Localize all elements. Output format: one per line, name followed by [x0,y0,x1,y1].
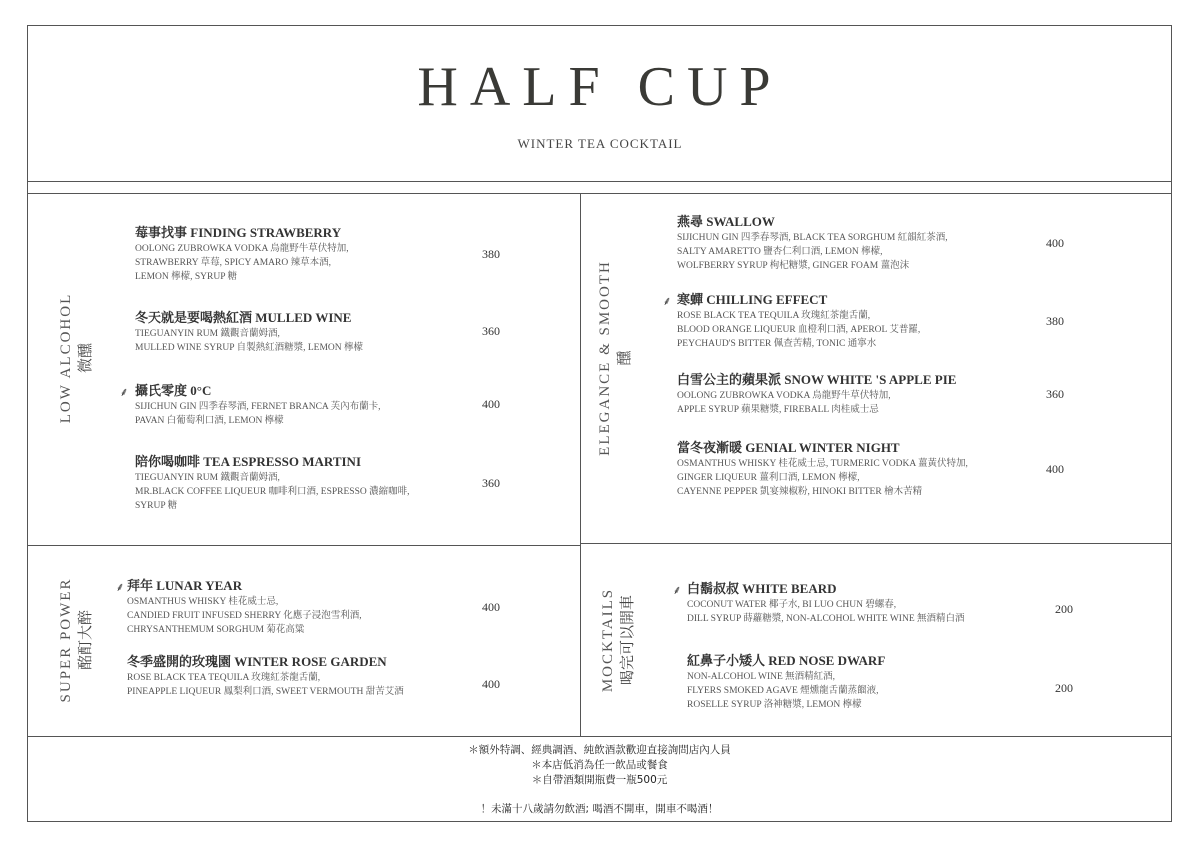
item-desc: SYRUP 糖 [135,501,178,511]
leaf-icon: ⸙ [672,583,682,597]
header-divider-bottom [27,193,1172,194]
menu-item-chilling-effect [677,292,920,351]
item-desc: WOLFBERRY SYRUP 枸杞糖漿, GINGER FOAM 薑泡沫 [677,261,910,271]
right-section-divider [580,543,1172,544]
menu-item-white-beard [687,581,965,626]
note-line: ＊本店低消為任一飲品或餐食 [531,759,668,771]
item-name: 拜年 LUNAR YEAR [127,578,243,593]
item-desc: MR.BLACK COFFEE LIQUEUR 咖啡利口酒, ESPRESSO 濃縮咖啡, [135,487,410,497]
item-desc: SIJICHUN GIN 四季春琴酒, FERNET BRANCA 芙內布蘭卡, [135,402,381,412]
section-label-zh: 喝完可以開車 [618,595,636,686]
item-desc: ROSE BLACK TEA TEQUILA 玫瑰紅茶龍舌蘭, [677,311,871,321]
item-desc: NON-ALCOHOL WINE 無酒精紅酒, [687,672,836,682]
item-name: 莓事找事 FINDING STRAWBERRY [135,225,342,240]
note-line: ＊額外特調、經典調酒、純飲酒款歡迎直接詢問店內人員 [468,744,731,756]
item-price: 400 [482,397,500,411]
item-name: 當冬夜漸暖 GENIAL WINTER NIGHT [677,440,900,455]
item-name: 寒蟬 CHILLING EFFECT [677,292,828,307]
item-desc: OSMANTHUS WHISKY 桂花威士忌, [127,597,279,607]
menu-item-genial-winter-night [677,440,968,499]
item-name: 攝氏零度 0°C [135,383,212,398]
section-label-low-alcohol [57,293,95,423]
item-desc: LEMON 檸檬, SYRUP 糖 [135,272,238,282]
item-desc: BLOOD ORANGE LIQUEUR 血橙利口酒, APEROL 艾普羅, [677,325,921,335]
item-price: 400 [1046,462,1064,476]
item-name: 燕尋 SWALLOW [677,214,775,229]
item-desc: GINGER LIQUEUR 薑利口酒, LEMON 檸檬, [677,473,860,483]
leaf-icon: ⸙ [115,580,125,594]
menu-item-zero-degree [135,383,381,428]
item-price: 200 [1055,681,1073,695]
item-desc: TIEGUANYIN RUM 鐵觀音蘭姆酒, [135,473,280,483]
section-label-zh: 微醺 [76,343,94,374]
item-desc: SIJICHUN GIN 四季春琴酒, BLACK TEA SORGHUM 紅韻紅茶酒, [677,233,948,243]
item-desc: OOLONG ZUBROWKA VODKA 烏龍野牛草伏特加, [135,244,349,254]
section-label-super-power [57,578,95,703]
header-divider-top [27,181,1172,182]
item-desc: OOLONG ZUBROWKA VODKA 烏龍野牛草伏特加, [677,391,891,401]
menu-item-finding-strawberry [135,225,349,284]
item-desc: DILL SYRUP 蒔蘿糖漿, NON-ALCOHOL WHITE WINE 無酒精白酒 [687,614,965,624]
item-name: 白鬍叔叔 WHITE BEARD [687,581,837,596]
item-desc: OSMANTHUS WHISKY 桂花威士忌, TURMERIC VODKA 薑黃伏特加, [677,459,968,469]
section-label-zh: 酩酊大醉 [76,610,94,671]
item-desc: APPLE SYRUP 蘋果糖漿, FIREBALL 肉桂威士忌 [677,405,879,415]
menu-item-lunar-year [127,578,362,637]
item-price: 400 [482,677,500,691]
item-price: 380 [1046,314,1064,328]
footer-divider [27,736,1172,737]
item-price: 360 [482,324,500,338]
item-desc: STRAWBERRY 草莓, SPICY AMARO 辣草本酒, [135,258,331,268]
note-line: ＊自帶酒類開瓶費一瓶500元 [531,774,668,786]
section-label-en: SUPER POWER [58,577,74,703]
item-price: 400 [482,600,500,614]
item-desc: MULLED WINE SYRUP 自製熱紅酒糖漿, LEMON 檸檬 [135,343,363,353]
item-desc: PEYCHAUD'S BITTER 佩查苦精, TONIC 通寧水 [677,339,877,349]
item-price: 400 [1046,236,1064,250]
item-desc: ROSELLE SYRUP 洛神糖漿, LEMON 檸檬 [687,700,862,710]
menu-item-tea-espresso-martini [135,454,409,513]
item-desc: SALTY AMARETTO 鹽杏仁利口酒, LEMON 檸檬, [677,247,883,257]
item-name: 紅鼻子小矮人 RED NOSE DWARF [687,653,886,668]
item-name: 白雪公主的蘋果派 SNOW WHITE 'S APPLE PIE [677,372,957,387]
menu-item-swallow [677,214,948,273]
item-desc: FLYERS SMOKED AGAVE 煙燻龍舌蘭蒸餾液, [687,686,879,696]
item-price: 200 [1055,602,1073,616]
item-desc: CHRYSANTHEMUM SORGHUM 菊花高粱 [127,625,305,635]
menu-title: HALF CUP [417,56,783,118]
item-name: 陪你喝咖啡 TEA ESPRESSO MARTINI [135,454,362,469]
item-desc: CANDIED FRUIT INFUSED SHERRY 化應子浸泡雪利酒, [127,611,362,621]
item-desc: PAVAN 白葡萄利口酒, LEMON 檸檬 [135,416,284,426]
item-desc: COCONUT WATER 椰子水, BI LUO CHUN 碧螺春, [687,600,897,610]
column-divider [580,193,581,736]
item-name: 冬天就是要喝熱紅酒 MULLED WINE [135,310,352,325]
section-label-elegance-smooth [596,260,634,456]
item-price: 360 [1046,387,1064,401]
section-label-mocktails [599,588,637,692]
leaf-icon: ⸙ [119,385,129,399]
menu-subtitle: WINTER TEA COCKTAIL [517,136,683,151]
item-price: 360 [482,476,500,490]
menu-item-snow-white-apple-pie [677,372,956,417]
item-desc: TIEGUANYIN RUM 鐵觀音蘭姆酒, [135,329,280,339]
menu-item-winter-rose-garden [127,654,404,699]
section-label-en: ELEGANCE & SMOOTH [597,260,613,456]
left-section-divider [27,545,580,546]
section-label-en: MOCKTAILS [600,587,616,693]
menu-item-red-nose-dwarf [687,653,885,712]
item-desc: PINEAPPLE LIQUEUR 鳳梨利口酒, SWEET VERMOUTH 甜苦艾酒 [127,687,404,697]
section-label-zh: 醺 [615,350,633,366]
leaf-icon: ⸙ [662,294,672,308]
item-desc: CAYENNE PEPPER 凱宴辣椒粉, HINOKI BITTER 檜木苦精 [677,487,923,497]
footer-notes [27,743,1172,817]
item-name: 冬季盛開的玫瑰園 WINTER ROSE GARDEN [127,654,387,669]
menu-item-mulled-wine [135,310,363,355]
item-price: 380 [482,247,500,261]
section-label-en: LOW ALCOHOL [58,292,74,424]
item-desc: ROSE BLACK TEA TEQUILA 玫瑰紅茶龍舌蘭, [127,673,321,683]
drinking-warning: ！未滿十八歲請勿飲酒; 喝酒不開車，開車不喝酒！ [480,803,719,815]
